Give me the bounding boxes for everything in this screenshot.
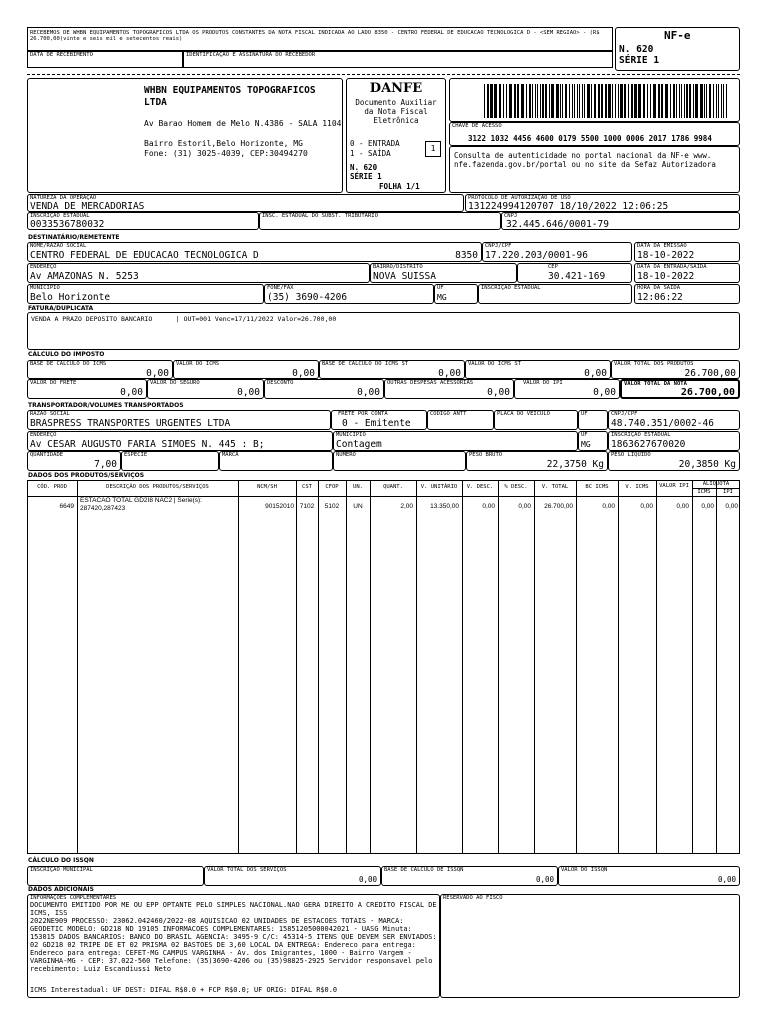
total-products-label: VALOR TOTAL DOS PRODUTOS xyxy=(614,361,694,367)
carrier-uf2-label: UF xyxy=(581,432,588,438)
total-note-value: 26.700,00 xyxy=(680,387,735,398)
th-cst: CST xyxy=(302,484,312,490)
nfe-title: NF-e xyxy=(664,29,691,42)
carrier-uf-box xyxy=(578,410,608,430)
number-box xyxy=(333,451,466,471)
consult-box xyxy=(449,146,740,193)
consult-text: Consulta de autenticidade no portal nacional da NF-e www. nfe.fazenda.gov.br/portal ou no site da Sefaz Autorizadora xyxy=(454,151,716,169)
carrier-address-label: ENDEREÇO xyxy=(30,432,57,438)
municipal-reg-box xyxy=(27,866,204,886)
ie-value: 0033536780032 xyxy=(30,219,105,230)
district-value: NOVA SUISSA xyxy=(373,271,436,282)
district-box xyxy=(370,263,517,283)
carrier-city-value: Contagem xyxy=(336,439,382,450)
carrier-ie-value: 1863627670020 xyxy=(611,439,686,450)
icms-label: VALOR DO ICMS xyxy=(176,361,220,367)
tax-section: CÁLCULO DO IMPOSTO xyxy=(28,351,105,358)
carrier-uf2-box xyxy=(578,431,608,451)
recipient-section: DESTINATÁRIO/REMETENTE xyxy=(28,234,120,241)
row-cfop: 5102 xyxy=(324,503,340,510)
recipient-cnpj-label: CNPJ/CPF xyxy=(485,243,512,249)
additional-info-label: INFORMAÇÕES COMPLEMENTARES xyxy=(30,895,117,901)
barcode-icon xyxy=(484,84,730,118)
emitter-cnpj-value: 32.445.646/0001-79 xyxy=(506,219,609,230)
district-label: BAIRRO/DISTRITO xyxy=(373,264,423,270)
discount-value: 0,00 xyxy=(357,387,380,398)
products-section: DADOS DOS PRODUTOS/SERVIÇOS xyxy=(28,472,145,479)
quantity-label: QUANTIDADE xyxy=(30,452,64,458)
bc-st-label: BASE DE CÁLCULO DO ICMS ST xyxy=(322,361,409,367)
danfe-saida: 1 - SAÍDA xyxy=(350,149,391,158)
receipt-sign-box xyxy=(183,51,613,68)
issqn-value-box xyxy=(558,866,740,886)
icms-st-box xyxy=(465,360,611,379)
uf-label: UF xyxy=(437,285,444,291)
issqn-value-label: VALOR DO ISSQN xyxy=(561,867,608,873)
carrier-uf-label: UF xyxy=(581,411,588,417)
th-vicms: V. ICMS xyxy=(625,484,649,490)
freight-box xyxy=(27,379,147,399)
carrier-address-box xyxy=(27,431,333,451)
icms-interstate-text: ICMS Interestadual: UF DEST: DIFAL R$0.0 + FCP R$0.0; UF ORIG: DIFAL R$0.0 xyxy=(30,986,337,994)
gross-weight-box xyxy=(466,451,608,471)
emission-date-label: DATA DA EMISSÃO xyxy=(637,243,687,249)
danfe-tipo-box: 1 xyxy=(425,141,441,157)
city-box xyxy=(27,284,264,304)
danfe-serie: SÉRIE 1 xyxy=(350,172,382,181)
protocol-label: PROTOCOLO DE AUTORIZAÇÃO DE USO xyxy=(468,195,571,201)
issqn-base-value: 0,00 xyxy=(535,875,554,884)
danfe-box xyxy=(346,78,446,193)
emitter-phone: Fone: (31) 3025-4039, CEP:30494270 xyxy=(144,149,308,158)
total-note-box xyxy=(620,379,740,399)
entry-date-box xyxy=(634,263,740,283)
nat-op-box xyxy=(27,194,464,212)
gross-weight-value: 22,3750 Kg xyxy=(546,459,604,470)
species-label: ESPÉCIE xyxy=(124,452,148,458)
additional-info-box xyxy=(27,894,440,998)
carrier-cnpj-label: CNPJ/CPF xyxy=(611,411,638,417)
icms-value: 0,00 xyxy=(292,368,315,379)
phone-value: (35) 3690-4206 xyxy=(267,292,348,303)
th-vdesc: V. DESC. xyxy=(466,484,494,490)
phone-box xyxy=(264,284,434,304)
th-vunit: V. UNITÁRIO xyxy=(420,484,458,490)
receipt-date-box xyxy=(27,51,183,68)
freight-mode-box xyxy=(331,410,427,430)
access-key: 3122 1032 4456 4600 0179 5500 1000 0006 2017 1786 9984 xyxy=(468,134,712,143)
row-un: UN xyxy=(353,503,363,510)
other-expenses-label: OUTRAS DESPESAS ACESSÓRIAS xyxy=(387,380,474,386)
emitter-cnpj-label: CNPJ xyxy=(504,213,518,219)
freight-mode-value: 0 - Emitente xyxy=(342,418,411,429)
danfe-entrada: 0 - ENTRADA xyxy=(350,139,400,148)
carrier-ie-box xyxy=(608,431,740,451)
th-aliquota: ALÍQUOTA xyxy=(702,481,730,487)
quantity-value: 7,00 xyxy=(94,459,117,470)
row-ncm: 90152010 xyxy=(265,503,294,510)
th-pdesc: % DESC. xyxy=(504,484,528,490)
cep-label: CEP xyxy=(548,264,558,270)
species-box xyxy=(121,451,219,471)
emitter-address2: Bairro Estoril,Belo Horizonte, MG xyxy=(144,139,303,148)
row-cst: 7102 xyxy=(299,503,315,510)
receipt-date-label: DATA DE RECEBIMENTO xyxy=(30,52,93,58)
row-vtotal: 26.700,00 xyxy=(544,503,573,510)
municipal-reg-label: INSCRIÇÃO MUNICIPAL xyxy=(30,867,93,873)
freight-value: 0,00 xyxy=(120,387,143,398)
emitter-name: WHBN EQUIPAMENTOS TOPOGRAFICOS LTDA xyxy=(144,85,316,108)
carrier-city-label: MUNICÍPIO xyxy=(336,432,366,438)
icms-st-label: VALOR DO ICMS ST xyxy=(468,361,521,367)
bc-icms-value: 0,00 xyxy=(146,368,169,379)
row-bcicms: 0,00 xyxy=(602,503,615,510)
total-products-value: 26.700,00 xyxy=(684,368,736,379)
access-key-label: CHAVE DE ACESSO xyxy=(452,123,502,129)
services-total-value: 0,00 xyxy=(358,875,377,884)
bc-icms-label: BASE DE CÁLCULO DO ICMS xyxy=(30,361,107,367)
fisco-box xyxy=(440,894,740,998)
other-expenses-box xyxy=(384,379,514,399)
insurance-value: 0,00 xyxy=(237,387,260,398)
danfe-numero: N. 620 xyxy=(350,163,378,172)
th-cod: CÓD. PROD xyxy=(37,484,67,490)
invoice-text: VENDA A PRAZO DEPOSITO BANCARIO | OUT=001 Venc=17/11/2022 Valor=26.700,00 xyxy=(31,315,337,323)
row-vicms: 0,00 xyxy=(640,503,653,510)
insurance-box xyxy=(147,379,264,399)
recipient-cnpj-value: 17.220.203/0001-96 xyxy=(485,250,588,261)
danfe-title: DANFE xyxy=(369,81,423,96)
recipient-code: 8350 xyxy=(455,250,478,261)
recipient-address-label: ENDEREÇO xyxy=(30,264,57,270)
exit-time-box xyxy=(634,284,740,304)
bc-icms-box xyxy=(27,360,173,379)
plate-box xyxy=(494,410,578,430)
fisco-label: RESERVADO AO FISCO xyxy=(443,895,503,901)
ie-box xyxy=(27,212,259,230)
recipient-address-value: Av AMAZONAS N. 5253 xyxy=(30,271,139,282)
nfe-box xyxy=(615,27,740,71)
iest-box xyxy=(259,212,501,230)
net-weight-label: PESO LÍQUIDO xyxy=(611,452,651,458)
emission-date-box xyxy=(634,242,740,262)
th-cfop: CFOP xyxy=(325,484,339,490)
protocol-value: 131224994120707 18/10/2022 12:06:25 xyxy=(468,201,669,212)
th-vipi: VALOR IPI xyxy=(659,483,689,489)
plate-label: PLACA DO VEÍCULO xyxy=(497,411,550,417)
th-vtotal: V. TOTAL xyxy=(541,484,569,490)
carrier-name-label: RAZÃO SOCIAL xyxy=(30,411,70,417)
carrier-cnpj-value: 48.740.351/0002-46 xyxy=(611,418,714,429)
danfe-folha: FOLHA 1/1 xyxy=(379,182,420,191)
row-pdesc: 0,00 xyxy=(518,503,531,510)
protocol-box xyxy=(465,194,740,212)
row-desc: ESTACAO TOTAL GD2I8 NAC2 | Serie(s): 287420,287423 xyxy=(80,497,202,512)
carrier-name-box xyxy=(27,410,331,430)
net-weight-box xyxy=(608,451,740,471)
bc-st-box xyxy=(319,360,465,379)
th-aliq-icms: ICMS xyxy=(697,489,711,495)
emission-date-value: 18-10-2022 xyxy=(637,250,695,261)
exit-time-label: HORA DA SAÍDA xyxy=(637,285,681,291)
city-value: Belo Horizonte xyxy=(30,292,111,303)
insurance-label: VALOR DO SEGURO xyxy=(150,380,200,386)
recipient-ie-box xyxy=(478,284,632,304)
invoice-section: FATURA/DUPLICATA xyxy=(28,305,94,312)
uf-box xyxy=(434,284,478,304)
additional-section: DADOS ADICIONAIS xyxy=(28,886,94,893)
entry-date-label: DATA DA ENTRADA/SAÍDA xyxy=(637,264,707,270)
th-desc: DESCRIÇÃO DOS PRODUTOS/SERVIÇOS xyxy=(106,484,209,490)
recipient-address-box xyxy=(27,263,370,283)
gross-weight-label: PESO BRUTO xyxy=(469,452,503,458)
issqn-section: CÁLCULO DO ISSQN xyxy=(28,857,94,864)
row-aipi: 0,00 xyxy=(725,503,738,510)
carrier-ie-label: INSCRIÇÃO ESTADUAL xyxy=(611,432,671,438)
additional-info-text: DOCUMENTO EMITIDO POR ME OU EPP OPTANTE PELO SIMPLES NACIONAL.NAO GERA DIREITO A CREDITO FISCAL DE ICMS, ISS 2022NE909 PROCESSO: 23062.042460/2022-08 AQUISICAO 02 UNIDADES DE ESTACOES TOTAIS - MARCA: GEODETIC MODELO: GD218 ND 19105 INFORMACOES COMPLEMENTARES: 15851205000042021 - UASG Minuta: 153015 DADOS BANCARIOS: BANCO DO BRASIL AGENCIA: 3495-9 C/C: 45314-5 ITENS QUE DEVEM SER ENVIADOS: 02 GD218 02 TRIPE DE ET 02 PRISMA 02 BASTOES DE 3,60 LOCAL DA ENTREGA: Endereco para entrega: Endereco para entrega: CEFET-MG CAMPUS VARGINHA - Av. dos Imigrantes, 1000 - Bairro Vargem - VARGINHA-MG - CEP: 37.022-560 Telefone: (35)3690-4206 ou (35)98825-2925 Servidor responsavel pelo recebimento: Luiz Escandiussi Neto xyxy=(30,901,437,973)
recipient-ie-label: INSCRIÇÃO ESTADUAL xyxy=(481,285,541,291)
products-table xyxy=(27,480,740,854)
row-quant: 2,00 xyxy=(400,503,413,510)
th-bcicms: BC ICMS xyxy=(585,484,609,490)
antt-label: CÓDIGO ANTT xyxy=(430,411,467,417)
cep-value: 30.421-169 xyxy=(548,271,606,282)
row-aicms: 0,00 xyxy=(701,503,714,510)
recipient-name-label: NOME/RAZÃO SOCIAL xyxy=(30,243,87,249)
issqn-base-box xyxy=(381,866,558,886)
total-note-label: VALOR TOTAL DA NOTA xyxy=(624,381,687,387)
bc-st-value: 0,00 xyxy=(438,368,461,379)
number-label: NÚMERO xyxy=(336,452,356,458)
nat-op-value: VENDA DE MERCADORIAS xyxy=(30,201,145,212)
emitter-box xyxy=(27,78,343,193)
transport-section: TRANSPORTADOR/VOLUMES TRANSPORTADOS xyxy=(28,402,184,409)
recipient-cnpj-box xyxy=(482,242,632,262)
issqn-value: 0,00 xyxy=(717,875,736,884)
phone-label: FONE/FAX xyxy=(267,285,294,291)
barcode-box xyxy=(449,78,740,122)
recipient-name-value: CENTRO FEDERAL DE EDUCACAO TECNOLOGICA D xyxy=(30,250,259,261)
invoice-box xyxy=(27,312,740,350)
icms-box xyxy=(173,360,319,379)
carrier-name-value: BRASPRESS TRANSPORTES URGENTES LTDA xyxy=(30,418,231,429)
recipient-name-box xyxy=(27,242,482,262)
discount-label: DESCONTO xyxy=(267,380,294,386)
issqn-base-label: BASE DE CÁLCULO DE ISSQN xyxy=(384,867,464,873)
quantity-box xyxy=(27,451,121,471)
services-total-box xyxy=(204,866,381,886)
th-un: UN. xyxy=(353,484,363,490)
ie-label: INSCRIÇÃO ESTADUAL xyxy=(30,213,90,219)
carrier-cnpj-box xyxy=(608,410,740,430)
ipi-label: VALOR DO IPI xyxy=(523,380,563,386)
services-total-label: VALOR TOTAL DOS SERVIÇOS xyxy=(207,867,287,873)
receipt-text: RECEBEMOS DE WHBN EQUIPAMENTOS TOPOGRAFICOS LTDA OS PRODUTOS CONSTANTES DA NOTA FISCAL INDICADA AO LADO 8350 - CENTRO FEDERAL DE EDUCACAO TECNOLOGICA D - <SEM REGIAO> - (R$ 26.700,00(vinte e seis mil e setecentos reais) xyxy=(30,30,600,42)
nat-op-label: NATUREZA DA OPERAÇÃO xyxy=(30,195,97,201)
cut-line xyxy=(27,74,740,75)
row-cod: 6649 xyxy=(59,503,74,510)
icms-st-value: 0,00 xyxy=(584,368,607,379)
nfe-number: N. 620 xyxy=(619,44,654,55)
net-weight-value: 20,3850 Kg xyxy=(678,459,736,470)
exit-time-value: 12:06:22 xyxy=(637,292,683,303)
city-label: MUNICÍPIO xyxy=(30,285,60,291)
access-key-box xyxy=(449,122,740,146)
danfe-subtitle: Documento Auxiliar da Nota Fiscal Eletrônica xyxy=(355,98,437,125)
receipt-sign-label: IDENTIFICAÇÃO E ASSINATURA DO RECEBEDOR xyxy=(186,52,316,58)
nfe-serie: SÉRIE 1 xyxy=(619,55,660,66)
carrier-address-value: Av CESAR AUGUSTO FARIA SIMOES N. 445 : B; xyxy=(30,439,265,450)
receipt-box xyxy=(27,27,613,51)
th-quant: QUANT. xyxy=(383,484,403,490)
freight-mode-label: FRETE POR CONTA xyxy=(338,411,388,417)
th-ncm: NCM/SH xyxy=(257,484,277,490)
ipi-value: 0,00 xyxy=(593,387,616,398)
ipi-box xyxy=(514,379,620,399)
row-vunit: 13.350,00 xyxy=(430,503,459,510)
carrier-city-box xyxy=(333,431,578,451)
entry-date-value: 18-10-2022 xyxy=(637,271,695,282)
freight-label: VALOR DO FRETE xyxy=(30,380,77,386)
discount-box xyxy=(264,379,384,399)
row-vipi: 0,00 xyxy=(676,503,689,510)
other-expenses-value: 0,00 xyxy=(487,387,510,398)
brand-label: MARCA xyxy=(222,452,239,458)
total-products-box xyxy=(611,360,740,379)
uf-value: MG xyxy=(437,293,447,302)
antt-box xyxy=(427,410,494,430)
brand-box xyxy=(219,451,333,471)
row-vdesc: 0,00 xyxy=(482,503,495,510)
iest-label: INSC. ESTADUAL DO SUBST. TRIBUTÁRIO xyxy=(262,213,378,219)
th-aliq-ipi: IPI xyxy=(723,489,733,495)
emitter-cnpj-box xyxy=(501,212,740,230)
carrier-uf2-value: MG xyxy=(581,440,591,449)
cep-box xyxy=(517,263,632,283)
emitter-address1: Av Barao Homem de Melo N.4386 - SALA 1104 xyxy=(144,119,342,128)
